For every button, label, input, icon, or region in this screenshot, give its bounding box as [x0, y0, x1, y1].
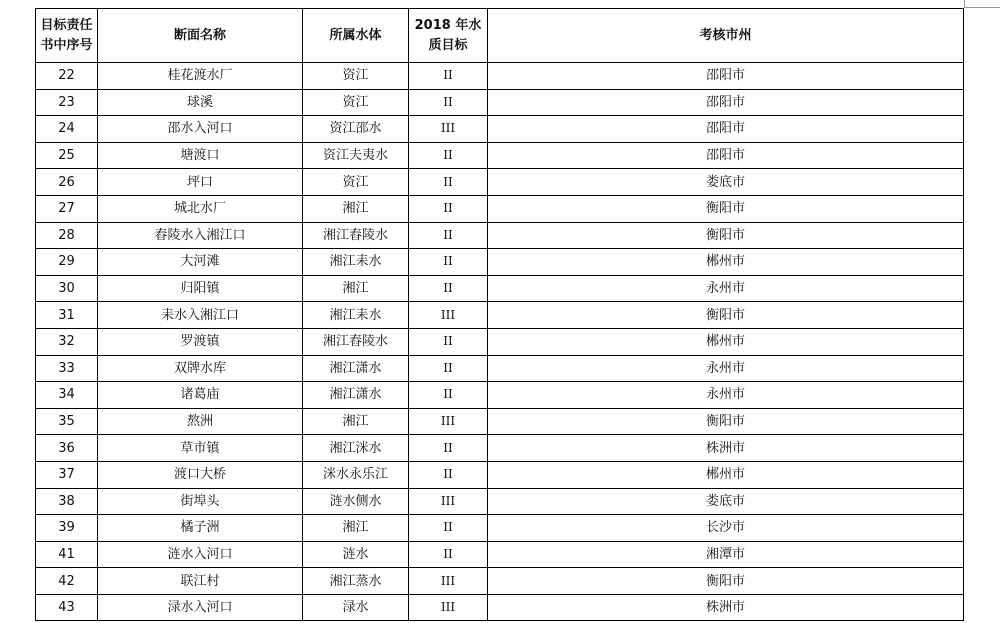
cell-water-body: 涟水侧水 [303, 488, 409, 515]
cell-index: 28 [36, 222, 98, 249]
cell-city: 永州市 [488, 382, 964, 409]
cell-index: 37 [36, 461, 98, 488]
cell-water-body: 湘江 [303, 195, 409, 222]
cell-index: 24 [36, 116, 98, 143]
cell-index: 42 [36, 568, 98, 595]
cell-index: 22 [36, 63, 98, 90]
cell-section-name: 双牌水库 [98, 355, 303, 382]
cell-target: III [409, 594, 488, 621]
cell-index: 30 [36, 275, 98, 302]
cell-target: II [409, 435, 488, 462]
cell-water-body: 资江夫夷水 [303, 142, 409, 169]
table-row [36, 408, 964, 435]
cell-section-name: 桂花渡水厂 [98, 63, 303, 90]
table-row [36, 63, 964, 90]
cell-city: 娄底市 [488, 488, 964, 515]
header-water-body: 所属水体 [303, 9, 409, 63]
header-city: 考核市州 [488, 9, 964, 63]
cell-index: 39 [36, 515, 98, 542]
cell-target: II [409, 328, 488, 355]
table-row [36, 435, 964, 462]
cell-index: 36 [36, 435, 98, 462]
header-target: 2018 年水质目标 [409, 9, 488, 63]
cell-index: 43 [36, 594, 98, 621]
table-row [36, 142, 964, 169]
cell-target: II [409, 541, 488, 568]
cell-water-body: 湘江潇水 [303, 382, 409, 409]
table-row [36, 355, 964, 382]
cell-index: 25 [36, 142, 98, 169]
cell-index: 32 [36, 328, 98, 355]
cell-city: 永州市 [488, 275, 964, 302]
cell-section-name: 归阳镇 [98, 275, 303, 302]
cell-water-body: 资江邵水 [303, 116, 409, 143]
cell-section-name: 联江村 [98, 568, 303, 595]
cell-city: 邵阳市 [488, 116, 964, 143]
cell-water-body: 资江 [303, 169, 409, 196]
cell-index: 35 [36, 408, 98, 435]
cell-city: 郴州市 [488, 328, 964, 355]
cell-water-body: 湘江蒸水 [303, 568, 409, 595]
table-row [36, 222, 964, 249]
cell-index: 27 [36, 195, 98, 222]
cell-section-name: 塘渡口 [98, 142, 303, 169]
cell-target: II [409, 195, 488, 222]
cell-city: 邵阳市 [488, 89, 964, 116]
cell-index: 29 [36, 249, 98, 276]
table-row [36, 195, 964, 222]
cell-index: 23 [36, 89, 98, 116]
cell-city: 娄底市 [488, 169, 964, 196]
cell-city: 永州市 [488, 355, 964, 382]
cell-target: II [409, 142, 488, 169]
cell-index: 38 [36, 488, 98, 515]
cell-target: II [409, 355, 488, 382]
cell-index: 41 [36, 541, 98, 568]
table-row [36, 568, 964, 595]
cell-target: II [409, 63, 488, 90]
cell-index: 33 [36, 355, 98, 382]
cell-city: 邵阳市 [488, 63, 964, 90]
cell-section-name: 大河滩 [98, 249, 303, 276]
header-index: 目标责任书中序号 [36, 9, 98, 63]
table-row [36, 515, 964, 542]
cell-index: 31 [36, 302, 98, 329]
cell-city: 衡阳市 [488, 568, 964, 595]
cell-target: II [409, 89, 488, 116]
table-row [36, 302, 964, 329]
cell-water-body: 湘江 [303, 515, 409, 542]
cell-target: III [409, 116, 488, 143]
cell-water-body: 湘江潇水 [303, 355, 409, 382]
table-row [36, 249, 964, 276]
cell-section-name: 橘子洲 [98, 515, 303, 542]
cell-section-name: 涟水入河口 [98, 541, 303, 568]
cell-water-body: 资江 [303, 89, 409, 116]
cell-city: 邵阳市 [488, 142, 964, 169]
cell-water-body: 湘江 [303, 408, 409, 435]
table-row [36, 116, 964, 143]
cell-section-name: 罗渡镇 [98, 328, 303, 355]
cell-section-name: 诸葛庙 [98, 382, 303, 409]
table-row [36, 488, 964, 515]
cell-city: 湘潭市 [488, 541, 964, 568]
cell-city: 长沙市 [488, 515, 964, 542]
table-row [36, 594, 964, 621]
cell-city: 郴州市 [488, 461, 964, 488]
cell-section-name: 城北水厂 [98, 195, 303, 222]
cell-city: 株洲市 [488, 435, 964, 462]
cell-target: III [409, 568, 488, 595]
table-row [36, 461, 964, 488]
water-quality-table [35, 8, 964, 621]
cell-city: 株洲市 [488, 594, 964, 621]
cell-index: 34 [36, 382, 98, 409]
cell-section-name: 耒水入湘江口 [98, 302, 303, 329]
cell-section-name: 街埠头 [98, 488, 303, 515]
table-row [36, 169, 964, 196]
cell-water-body: 湘江耒水 [303, 302, 409, 329]
table-row [36, 382, 964, 409]
cell-target: II [409, 461, 488, 488]
cell-city: 衡阳市 [488, 222, 964, 249]
cell-section-name: 渡口大桥 [98, 461, 303, 488]
cell-target: II [409, 249, 488, 276]
cell-target: II [409, 515, 488, 542]
cell-city: 衡阳市 [488, 195, 964, 222]
table-row [36, 541, 964, 568]
cell-target: II [409, 222, 488, 249]
cell-city: 郴州市 [488, 249, 964, 276]
cell-city: 衡阳市 [488, 302, 964, 329]
cell-city: 衡阳市 [488, 408, 964, 435]
cell-water-body: 湘江舂陵水 [303, 328, 409, 355]
cell-section-name: 坪口 [98, 169, 303, 196]
cell-target: II [409, 169, 488, 196]
cell-water-body: 资江 [303, 63, 409, 90]
page-margin-mark [964, 7, 1000, 8]
cell-section-name: 草市镇 [98, 435, 303, 462]
cell-target: II [409, 382, 488, 409]
cell-water-body: 洣水永乐江 [303, 461, 409, 488]
cell-section-name: 舂陵水入湘江口 [98, 222, 303, 249]
table-row [36, 89, 964, 116]
cell-target: III [409, 408, 488, 435]
cell-water-body: 涟水 [303, 541, 409, 568]
table-row [36, 328, 964, 355]
table-header-row [36, 9, 964, 63]
cell-water-body: 湘江耒水 [303, 249, 409, 276]
cell-index: 26 [36, 169, 98, 196]
cell-target: III [409, 488, 488, 515]
header-section-name: 断面名称 [98, 9, 303, 63]
cell-water-body: 湘江 [303, 275, 409, 302]
cell-section-name: 邵水入河口 [98, 116, 303, 143]
cell-water-body: 湘江洣水 [303, 435, 409, 462]
cell-target: III [409, 302, 488, 329]
cell-section-name: 渌水入河口 [98, 594, 303, 621]
cell-section-name: 熬洲 [98, 408, 303, 435]
cell-water-body: 渌水 [303, 594, 409, 621]
cell-target: II [409, 275, 488, 302]
table-row [36, 275, 964, 302]
cell-water-body: 湘江舂陵水 [303, 222, 409, 249]
cell-section-name: 球溪 [98, 89, 303, 116]
